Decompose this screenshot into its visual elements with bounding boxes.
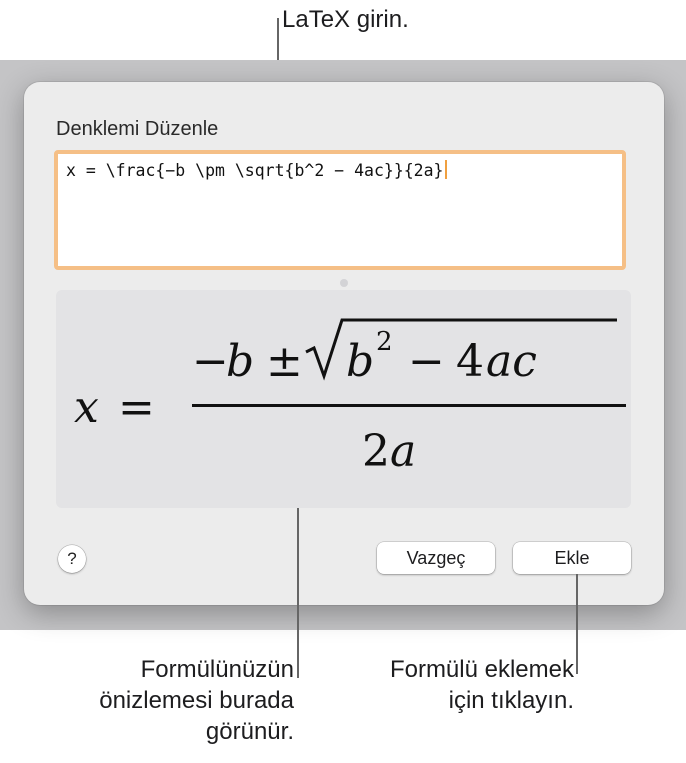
formula-den-2: 2: [362, 426, 390, 477]
add-button[interactable]: Ekle: [513, 542, 631, 574]
formula-exponent: 2: [376, 327, 393, 357]
fraction-bar: [192, 404, 626, 407]
add-callout-line: [576, 574, 578, 674]
formula-equals: =: [118, 382, 155, 433]
preview-callout: [99, 654, 294, 747]
add-callout-line1: Formülü eklemek: [389, 656, 574, 683]
latex-input-field[interactable]: [54, 150, 626, 270]
formula-preview: [56, 290, 631, 508]
preview-callout-line1: Formülünüzün: [140, 656, 294, 683]
edit-equation-dialog: [24, 82, 664, 605]
formula-num-minus: −: [192, 336, 229, 387]
preview-callout-line3: görünür.: [205, 718, 294, 745]
preview-callout-line2: önizlemesi burada: [99, 687, 294, 714]
formula-lhs: x: [74, 382, 99, 433]
formula-rad-minus: −: [408, 336, 445, 387]
cancel-button[interactable]: Vazgeç: [377, 542, 495, 574]
formula-den-a: a: [390, 426, 417, 477]
help-button[interactable]: ?: [58, 545, 86, 573]
add-callout: [390, 654, 574, 716]
latex-input-text[interactable]: x = \frac{−b \pm \sqrt{b^2 − 4ac}}{2a}: [66, 161, 444, 180]
formula-plus-minus: ±: [266, 336, 303, 387]
formula-num-b: b: [226, 336, 255, 387]
formula-render: [56, 290, 631, 508]
dialog-title: Denklemi Düzenle: [56, 118, 219, 140]
add-callout-line2: için tıklayın.: [448, 687, 574, 714]
preview-callout-line: [297, 508, 299, 678]
formula-rad-4: 4: [456, 336, 484, 387]
resize-handle[interactable]: [340, 279, 348, 287]
text-caret: [445, 160, 447, 179]
formula-radicand-b: b: [346, 336, 375, 387]
latex-callout: LaTeX girin.: [282, 6, 409, 33]
formula-rad-ac: ac: [486, 336, 537, 387]
